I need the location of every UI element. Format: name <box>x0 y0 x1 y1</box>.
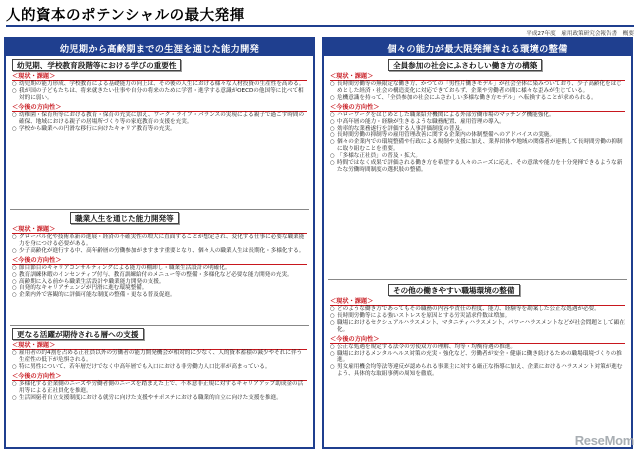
future-label: ＜今後の方向性＞ <box>12 104 307 112</box>
list-item: ○ 我が国の子どもたちは、将来就きたい仕事や自分の将来のために学習・進学する意識がOECDの他国等に比べて相対的に弱い。 <box>12 88 307 102</box>
list-item: ○ グローバル化や技術革新の進展・経済の不確実性の増大に直面することが想定され、変化する仕事に必要な職業能力を身につける必要がある。 <box>12 234 307 248</box>
future-label: ＜今後の方向性＞ <box>12 257 307 265</box>
section-title: 更なる活躍が期待される層への支援 <box>12 328 144 340</box>
future-block <box>12 104 307 133</box>
future-list <box>12 265 307 300</box>
list-item: ○ ハローワークをはじめとした職業紹介機関による外部労働市場のマッチング機能強化。 <box>330 112 625 119</box>
list-item: ○ 公正な処遇を規定する法令の労使双方の理解、均等・均衡待遇の推進。 <box>330 344 625 351</box>
current-label: ＜現状・課題＞ <box>12 342 307 350</box>
list-item: ○ 多様化する企業側のニーズや労働者側のニーズを踏まえた上で、不本意非正規に対するキャリアアップ助成金の活用等による正社員化を推進。 <box>12 381 307 395</box>
left-panel-header: 幼児期から高齢期までの生涯を通じた能力開発 <box>6 39 313 56</box>
current-label: ＜現状・課題＞ <box>12 226 307 234</box>
future-block <box>330 104 625 174</box>
future-list <box>12 381 307 402</box>
future-block <box>12 373 307 402</box>
list-item: ○ 自発的なキャリアチェンジが円滑に進む環境整備。 <box>12 285 307 292</box>
section-title: 幼児期、学校教育段階等における学びの重要性 <box>12 59 181 71</box>
section-title: 全員参加の社会にふさわしい働き方の構築 <box>388 59 542 71</box>
list-item: ○ 中高年層の能力・経験が生きるような職務配置、雇用管理の導入。 <box>330 119 625 126</box>
list-item: ○ 少子高齢化が進行する中、高年齢層の労働参加がますます重要となり、個々人の職業人生は長期化・多様化する。 <box>12 248 307 255</box>
list-item: ○ 長時間労働等による強いストレスを原因とする労災請求件数は増加。 <box>330 313 625 320</box>
page-title: 人的資本のポテンシャルの最大発揮 <box>6 8 245 24</box>
list-item: ○ 幼稚園・保育所等における教育・保育の充実に加え、ワーク・ライフ・バランスの実現による親子で過ごす時間の確保、地域における親子の居場所づくり等の家庭教育の支援を充実。 <box>12 112 307 126</box>
list-item: ○ 節目節目のキャリアコンサルティングによる能力の棚卸し・職業生活設計の明確化。 <box>12 265 307 272</box>
list-item: ○ 生活困窮者自立支援制度における就労に向けた支援やサポステにおける職業的自立に向けた支援を推進。 <box>12 395 307 402</box>
list-item: ○ 学校から職業への円滑な移行に向けたキャリア教育等の充実。 <box>12 126 307 133</box>
current-list <box>12 234 307 255</box>
section-divider <box>328 279 627 280</box>
title-underline <box>6 25 634 27</box>
current-label: ＜現状・課題＞ <box>330 298 625 306</box>
right-panel <box>322 37 633 449</box>
list-item: ○ 特に男性について、若年層だけでなく中高年層でも入口における非労働力人口比率が高まっている。 <box>12 364 307 371</box>
list-item: ○ 職場におけるセクシュアルハラスメント、マタニティハラスメント、パワーハラスメントなどが社会問題として顕在化。 <box>330 320 625 334</box>
section-title: 職業人生を通じた能力開発等 <box>70 212 179 224</box>
current-block <box>330 73 625 102</box>
future-block <box>330 336 625 379</box>
list-item: ○ 企業内外で客観的に評価可能な制度の整備・更なる普及促進。 <box>12 292 307 299</box>
list-item: ○ どのような働き方であってもその職務の内容や責任の程度、能力、経験等を勘案した公正な処遇が必要。 <box>330 306 625 313</box>
list-item: ○ 雇用者の約4割を占める正社員以外の労働者の能力開発機会が相対的に少なく、人的資本蓄積の減少やそれに伴う生産性の低下が危惧される。 <box>12 350 307 364</box>
source-note: 平成27年度 雇用政策研究会報告書 概要 <box>526 31 634 37</box>
section-early-learning <box>12 59 307 132</box>
section-divider <box>10 325 309 326</box>
current-block <box>12 342 307 371</box>
list-item: ○ 男女雇用機会均等法等違反が認められる事業主に対する厳正な指導に加え、企業におけるハラスメント対策が進むよう、具体的な取組事例の周知を徹底。 <box>330 364 625 378</box>
future-block <box>12 257 307 300</box>
future-list <box>330 112 625 174</box>
section-divider <box>10 209 309 210</box>
current-list <box>12 81 307 102</box>
current-label: ＜現状・課題＞ <box>12 73 307 81</box>
right-panel-header: 個々の能力が最大限発揮される環境の整備 <box>324 39 631 56</box>
list-item: ○ 長時間労働等の無限定な働き方、かつての「男性片働きモデル」が社会全体に染みついており、少子高齢化をはじめとした経済・社会の構造変化に対応できておらず、企業や労働者の間に様々な歪みが生じている。 <box>330 81 625 95</box>
current-list <box>330 306 625 334</box>
list-item: ○ 職場におけるメンタルヘルス対策の充実・強化など、労働者が安全・健康に働き続けるための職場環境づくりの推進。 <box>330 351 625 365</box>
left-panel <box>4 37 315 449</box>
list-item: ○ 個々の企業内での環境整備や行政による規制や支援に加え、業界団体や地域の関係者が連携して長時間労働の抑制に取り組むことを重要。 <box>330 139 625 153</box>
list-item: ○ 時間ではなく成果で評価される働き方を希望する人々のニーズに応え、その意欲や能力を十分発揮できるような新たな労働時間制度の選択肢の整備。 <box>330 160 625 174</box>
current-block <box>330 298 625 334</box>
list-item: ○ 教育訓練休暇のインセンティブ付与、教育訓練給付のメニュー等の整備・多様化など必要な能力開発の充実。 <box>12 272 307 279</box>
title-bar <box>6 4 634 37</box>
list-item: ○ 効率的な業務遂行を評価する人事評価制度の普及。 <box>330 126 625 133</box>
list-item: ○ 幼児期の能力形成、学校教育による基礎能力の向上は、その後の人生における様々な人材投資の生産性を高める。 <box>12 81 307 88</box>
section-work-style <box>330 59 625 174</box>
current-list <box>330 81 625 102</box>
list-item: ○ 長時間労働の抑制等の雇用管理改善に関する企業内の体制整備へのアドバイスの実施。 <box>330 132 625 139</box>
section-workplace-environment <box>330 284 625 378</box>
current-label: ＜現状・課題＞ <box>330 73 625 81</box>
section-further-support <box>12 328 307 401</box>
future-list <box>330 344 625 379</box>
future-list <box>12 112 307 133</box>
section-career-development <box>12 212 307 299</box>
list-item: ○ 危機意識を持って、「全員参加の社会にふさわしい多様な働き方モデル」へ転換することが求められる。 <box>330 95 625 102</box>
future-label: ＜今後の方向性＞ <box>12 373 307 381</box>
section-title: その他の働きやすい職場環境の整備 <box>388 284 520 296</box>
current-block <box>12 73 307 102</box>
current-list <box>12 350 307 371</box>
list-item: ○ 高齢期に入る前から職業生活設計や職業能力開発の支援。 <box>12 279 307 286</box>
future-label: ＜今後の方向性＞ <box>330 104 625 112</box>
future-label: ＜今後の方向性＞ <box>330 336 625 344</box>
current-block <box>12 226 307 255</box>
list-item: ○ 「多様な正社員」の普及・拡大。 <box>330 153 625 160</box>
watermark-logo: ReseMom <box>574 433 634 448</box>
